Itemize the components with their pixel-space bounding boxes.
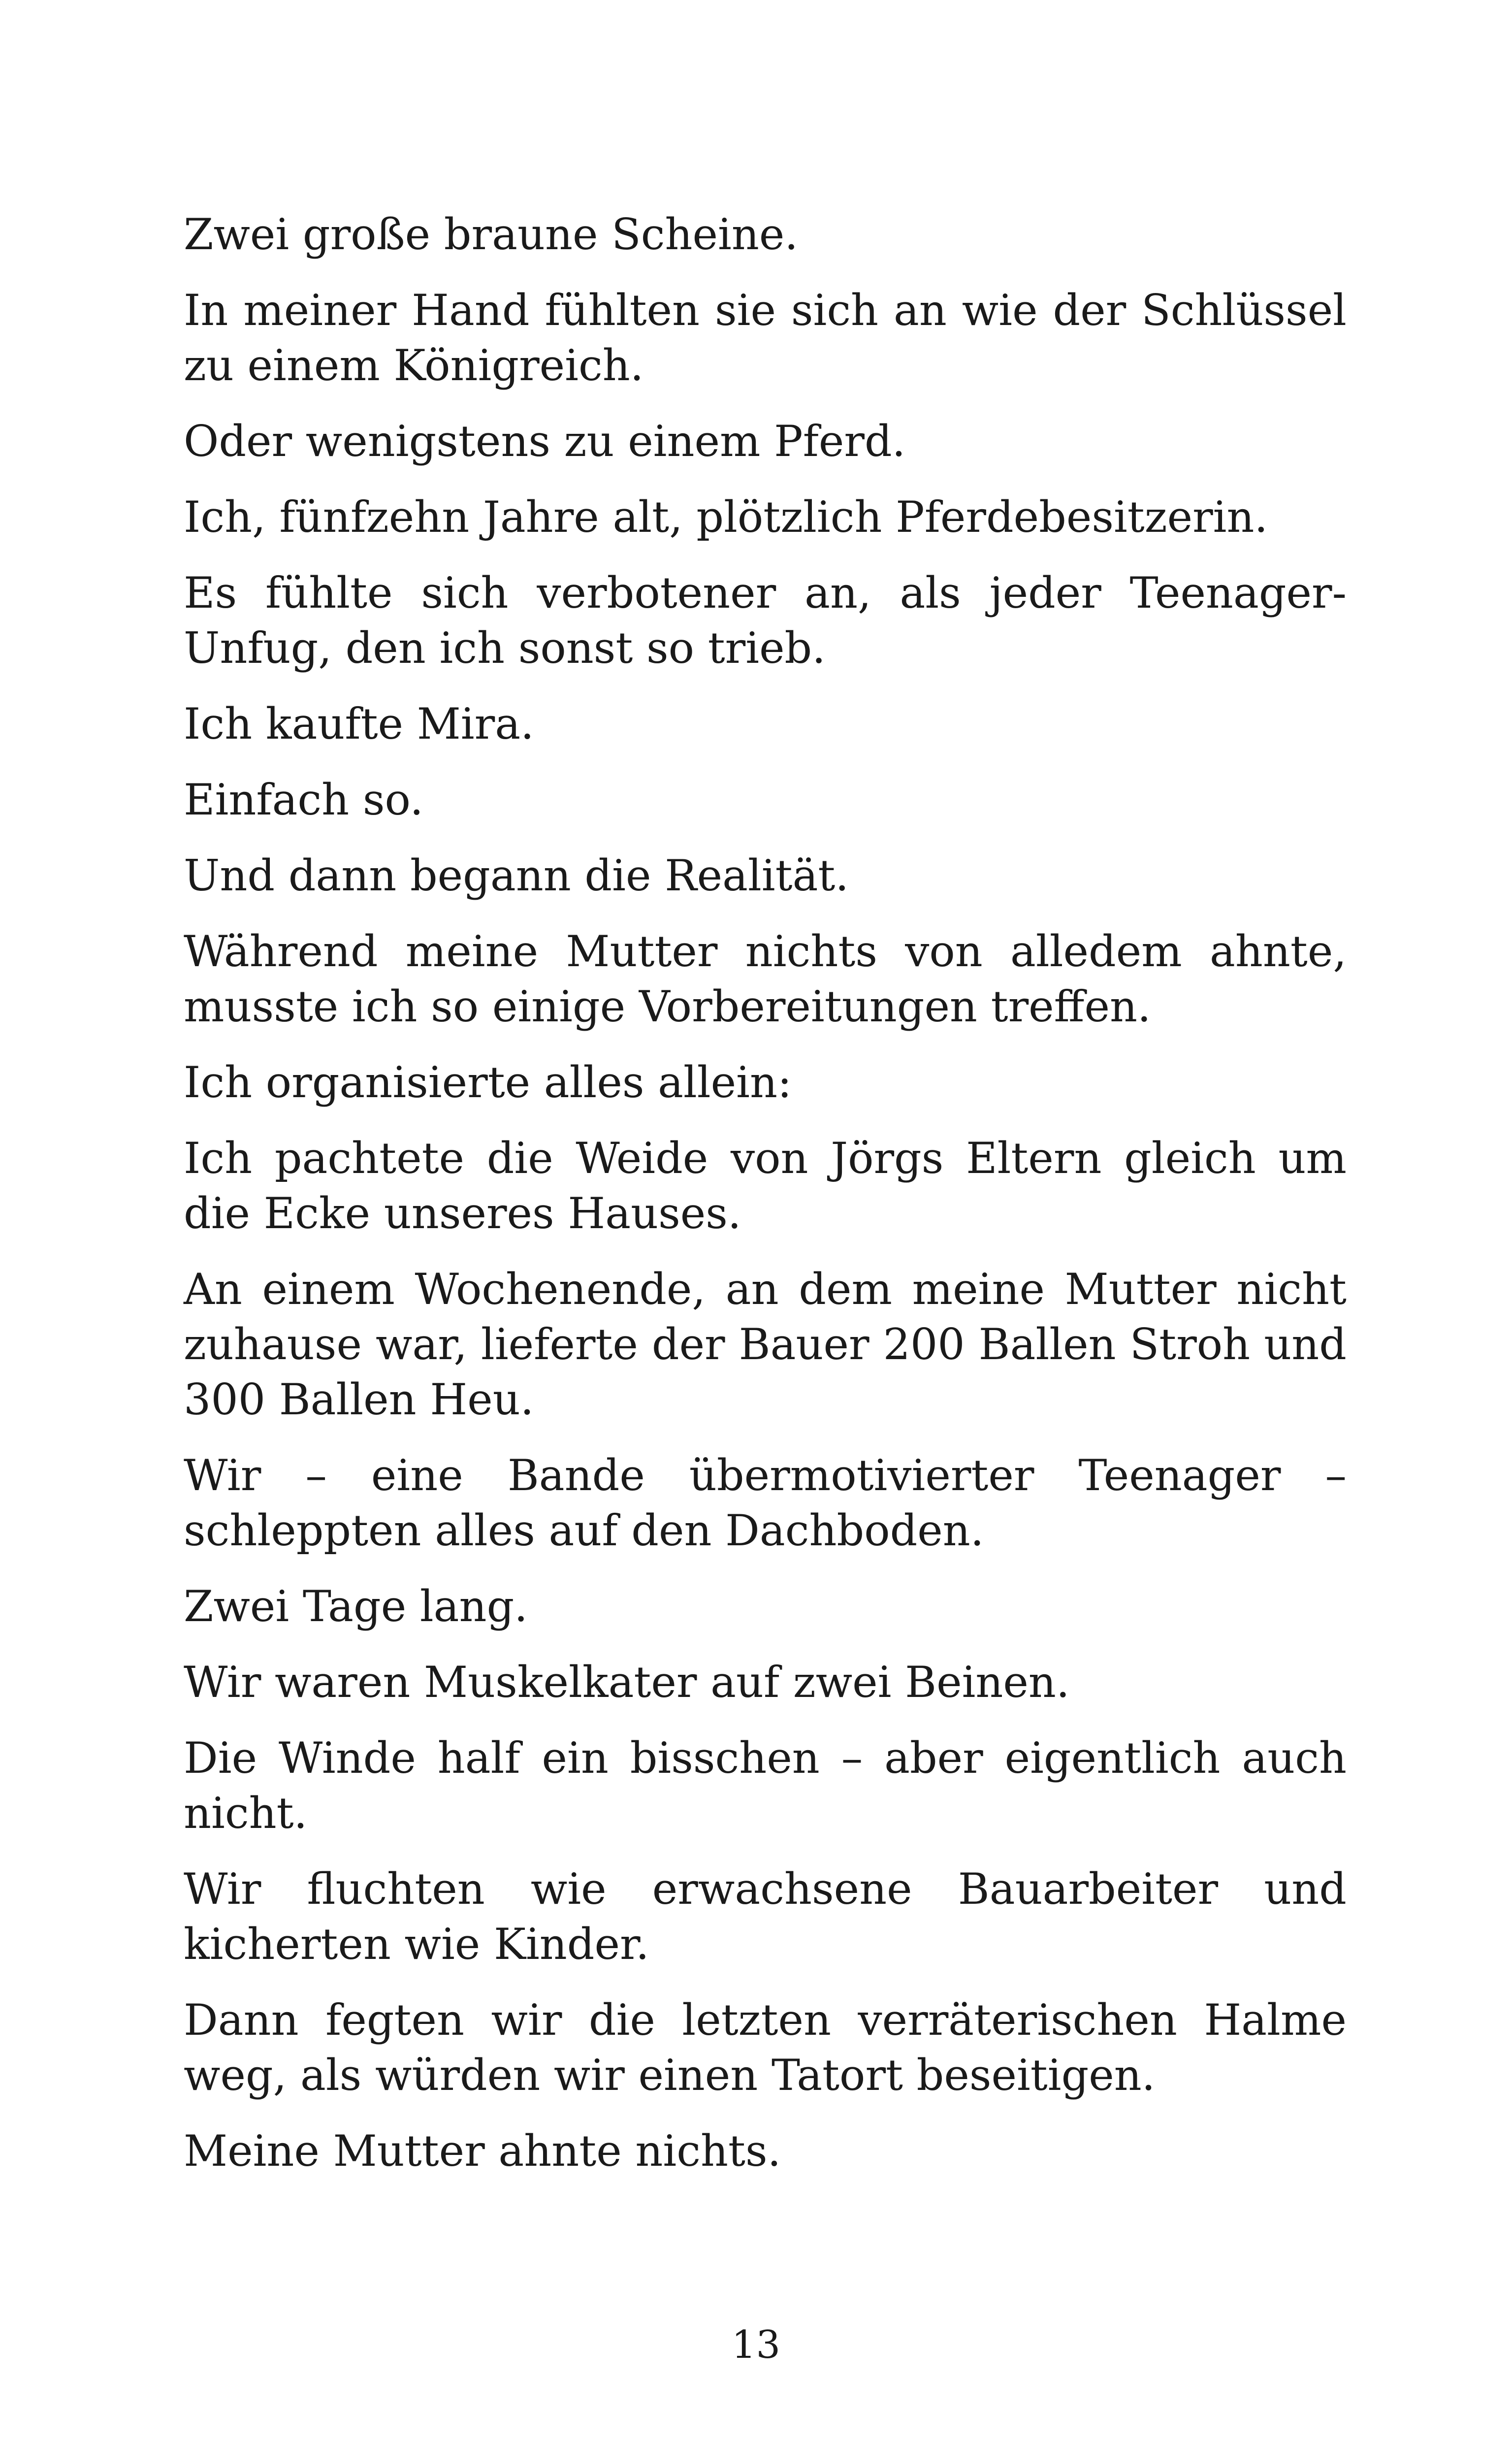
paragraph: An einem Wochenende, an dem meine Mutter nicht zuhause war, lieferte der Bauer 200 Ballen Stroh und 300 Ballen Heu. (184, 1264, 1347, 1425)
paragraph: Ich kaufte Mira. (184, 699, 534, 749)
paragraph: Wir waren Muskelkater auf zwei Beinen. (184, 1657, 1070, 1707)
paragraph: Wir – eine Bande übermotivierter Teenager – schleppten alles auf den Dachboden. (184, 1450, 1347, 1556)
paragraph: Ich organisierte alles allein: (184, 1057, 792, 1107)
body-text (184, 207, 1347, 2199)
paragraph: Die Winde half ein bisschen – aber eigentlich auch nicht. (184, 1733, 1347, 1838)
paragraph: Wir fluchten wie erwachsene Bauarbeiter und kicherten wie Kinder. (184, 1864, 1347, 1969)
paragraph: Oder wenigstens zu einem Pferd. (184, 416, 906, 466)
paragraph: In meiner Hand fühlten sie sich an wie der Schlüssel zu einem Königreich. (184, 285, 1347, 391)
paragraph: Ich pachtete die Weide von Jörgs Eltern gleich um die Ecke unseres Hauses. (184, 1133, 1347, 1238)
paragraph: Während meine Mutter nichts von alledem ahnte, musste ich so einige Vorbereitungen treffen. (184, 926, 1347, 1032)
paragraph: Zwei große braune Scheine. (184, 209, 798, 260)
paragraph: Ich, fünfzehn Jahre alt, plötzlich Pferdebesitzerin. (184, 492, 1268, 542)
paragraph: Meine Mutter ahnte nichts. (184, 2126, 781, 2176)
paragraph: Dann fegten wir die letzten verräterischen Halme weg, als würden wir einen Tatort beseitigen. (184, 1995, 1347, 2100)
paragraph: Zwei Tage lang. (184, 1581, 528, 1631)
paragraph: Einfach so. (184, 775, 423, 825)
paragraph: Und dann begann die Realität. (184, 850, 849, 901)
paragraph: Es fühlte sich verbotener an, als jeder Teenager-Unfug, den ich sonst so trieb. (184, 568, 1347, 673)
page-number: 13 (731, 2323, 781, 2367)
